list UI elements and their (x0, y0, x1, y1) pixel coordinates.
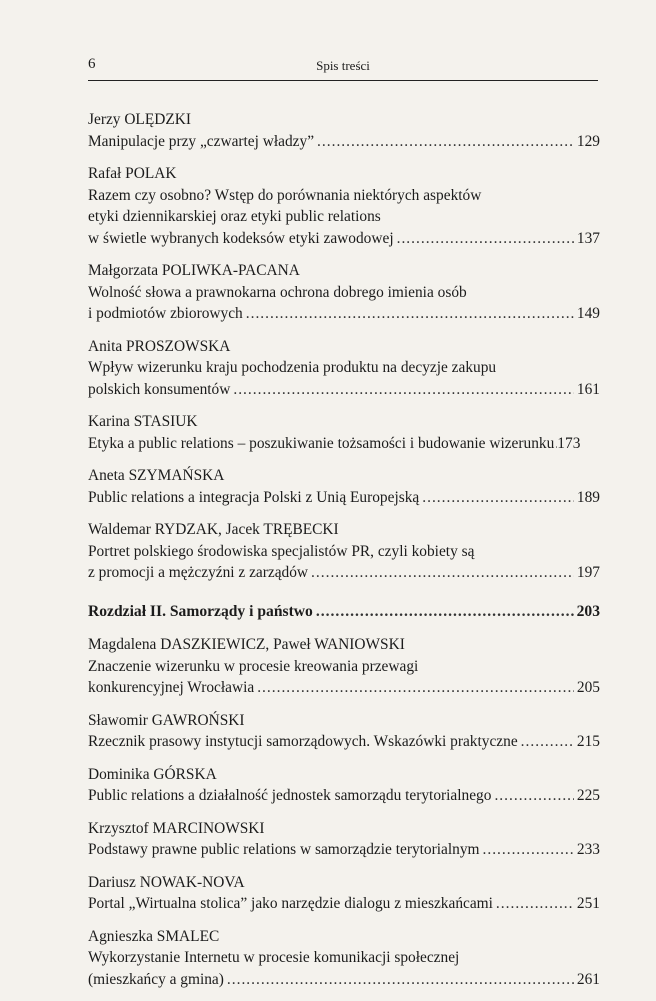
toc-author: Agnieszka SMALEC (88, 927, 220, 945)
toc-author: Małgorzata POLIWKA-PACANA (88, 262, 300, 279)
dot-leader (233, 379, 574, 401)
toc-author: Waldemar RYDZAK, Jacek TRĘBECKI (88, 521, 339, 538)
toc-page-number: 161 (576, 380, 600, 398)
toc-entry (88, 465, 600, 508)
toc-title-last-line (88, 131, 600, 153)
toc-title-line: etyki dziennikarskiej oraz etyki public relations (88, 208, 381, 225)
toc-title-last-line (88, 969, 600, 991)
dot-leader (496, 893, 574, 915)
toc-title-last-line (88, 601, 600, 623)
toc-entry (88, 336, 600, 401)
toc-title-last-line (88, 562, 600, 584)
toc-page-number: 197 (576, 564, 600, 581)
toc-title-last-line (88, 731, 600, 753)
toc-entry (88, 411, 600, 454)
toc-title-text: konkurencyjnej Wrocławia (88, 679, 255, 696)
toc-title-text: w świetle wybranych kodeksów etyki zawodowej (88, 229, 394, 247)
toc-section-heading (88, 601, 600, 623)
toc-author: Sławomir GAWROŃSKI (88, 711, 245, 729)
toc-title-text: Rozdział II. Samorządy i państwo (88, 602, 313, 620)
toc-title-last-line (88, 379, 600, 401)
toc-title-line: Wpływ wizerunku kraju pochodzenia produktu na decyzje zakupu (88, 359, 497, 376)
dot-leader (246, 303, 574, 325)
toc-page-number: 189 (576, 488, 600, 506)
toc-page-number: 173 (557, 434, 581, 452)
toc-entry (88, 926, 600, 991)
toc-title-last-line (88, 839, 600, 861)
toc-page-number: 251 (576, 895, 600, 912)
toc-page-number: 215 (576, 733, 600, 750)
toc-author: Jerzy OLĘDZKI (88, 111, 191, 128)
dot-leader (316, 601, 574, 623)
toc-page-number: 205 (576, 679, 600, 696)
dot-leader (397, 228, 574, 250)
toc-author: Rafał POLAK (88, 165, 177, 182)
dot-leader (483, 839, 574, 861)
toc-title-text: Public relations a integracja Polski z Unią Europejską (88, 488, 420, 506)
dot-leader (227, 969, 574, 991)
page-number: 6 (88, 56, 96, 72)
toc-page-number: 233 (576, 841, 600, 858)
toc-page-number: 203 (576, 602, 600, 620)
toc-page-number: 261 (576, 970, 600, 988)
toc-title-last-line (88, 433, 600, 455)
toc-title-text: Public relations a działalność jednostek samorządu terytorialnego (88, 787, 492, 804)
toc-title-text: Rzecznik prasowy instytucji samorządowych. Wskazówki praktyczne (88, 733, 518, 750)
toc-page-number: 149 (576, 305, 600, 322)
toc-title-last-line (88, 677, 600, 699)
toc-entry (88, 872, 600, 915)
toc-entry (88, 260, 600, 325)
dot-leader (257, 677, 574, 699)
toc-title-text: i podmiotów zbiorowych (88, 305, 243, 322)
toc-entry (88, 710, 600, 753)
dot-leader (494, 785, 573, 807)
dot-leader (422, 487, 574, 509)
toc-title-text: z promocji a mężczyźni z zarządów (88, 564, 309, 581)
toc-title-line: Znaczenie wizerunku w procesie kreowania przewagi (88, 657, 419, 675)
toc-title-last-line (88, 893, 600, 915)
toc-author: Magdalena DASZKIEWICZ, Paweł WANIOWSKI (88, 636, 405, 653)
toc-title-text: (mieszkańcy a gmina) (88, 970, 224, 988)
dot-leader (521, 731, 574, 753)
table-of-contents (88, 109, 600, 1001)
running-title: Spis treści (316, 58, 370, 73)
toc-entry (88, 818, 600, 861)
toc-title-line: Wykorzystanie Internetu w procesie komunikacji społecznej (88, 949, 460, 966)
toc-title-text: Manipulacje przy „czwartej władzy” (88, 132, 315, 150)
toc-title-text: Etyka a public relations – poszukiwanie tożsamości i budowanie wizerunku (88, 434, 555, 452)
toc-title-line: Razem czy osobno? Wstęp do porównania niektórych aspektów (88, 186, 482, 204)
toc-entry (88, 634, 600, 699)
toc-title-last-line (88, 228, 600, 250)
toc-entry (88, 163, 600, 249)
page-header (88, 52, 598, 81)
toc-author: Krzysztof MARCINOWSKI (88, 819, 265, 837)
toc-entry (88, 109, 600, 152)
dot-leader (317, 131, 574, 153)
toc-title-last-line (88, 785, 600, 807)
toc-page-number: 225 (576, 787, 600, 804)
toc-title-text: polskich konsumentów (88, 380, 231, 398)
toc-page-number: 137 (576, 229, 600, 247)
toc-title-text: Podstawy prawne public relations w samorządzie terytorialnym (88, 841, 480, 858)
toc-entry (88, 519, 600, 584)
toc-author: Karina STASIUK (88, 413, 198, 430)
toc-entry (88, 764, 600, 807)
toc-title-text: Portal „Wirtualna stolica” jako narzędzie dialogu z mieszkańcami (88, 895, 493, 912)
toc-author: Anita PROSZOWSKA (88, 337, 231, 355)
toc-page-number: 129 (576, 132, 600, 150)
toc-title-last-line (88, 303, 600, 325)
dot-leader (311, 562, 574, 584)
toc-title-line: Portret polskiego środowiska specjalistów PR, czyli kobiety są (88, 542, 475, 560)
toc-author: Dariusz NOWAK-NOVA (88, 873, 245, 891)
toc-author: Dominika GÓRSKA (88, 765, 217, 783)
toc-title-last-line (88, 487, 600, 509)
toc-title-line: Wolność słowa a prawnokarna ochrona dobrego imienia osób (88, 283, 467, 301)
toc-author: Aneta SZYMAŃSKA (88, 467, 225, 484)
